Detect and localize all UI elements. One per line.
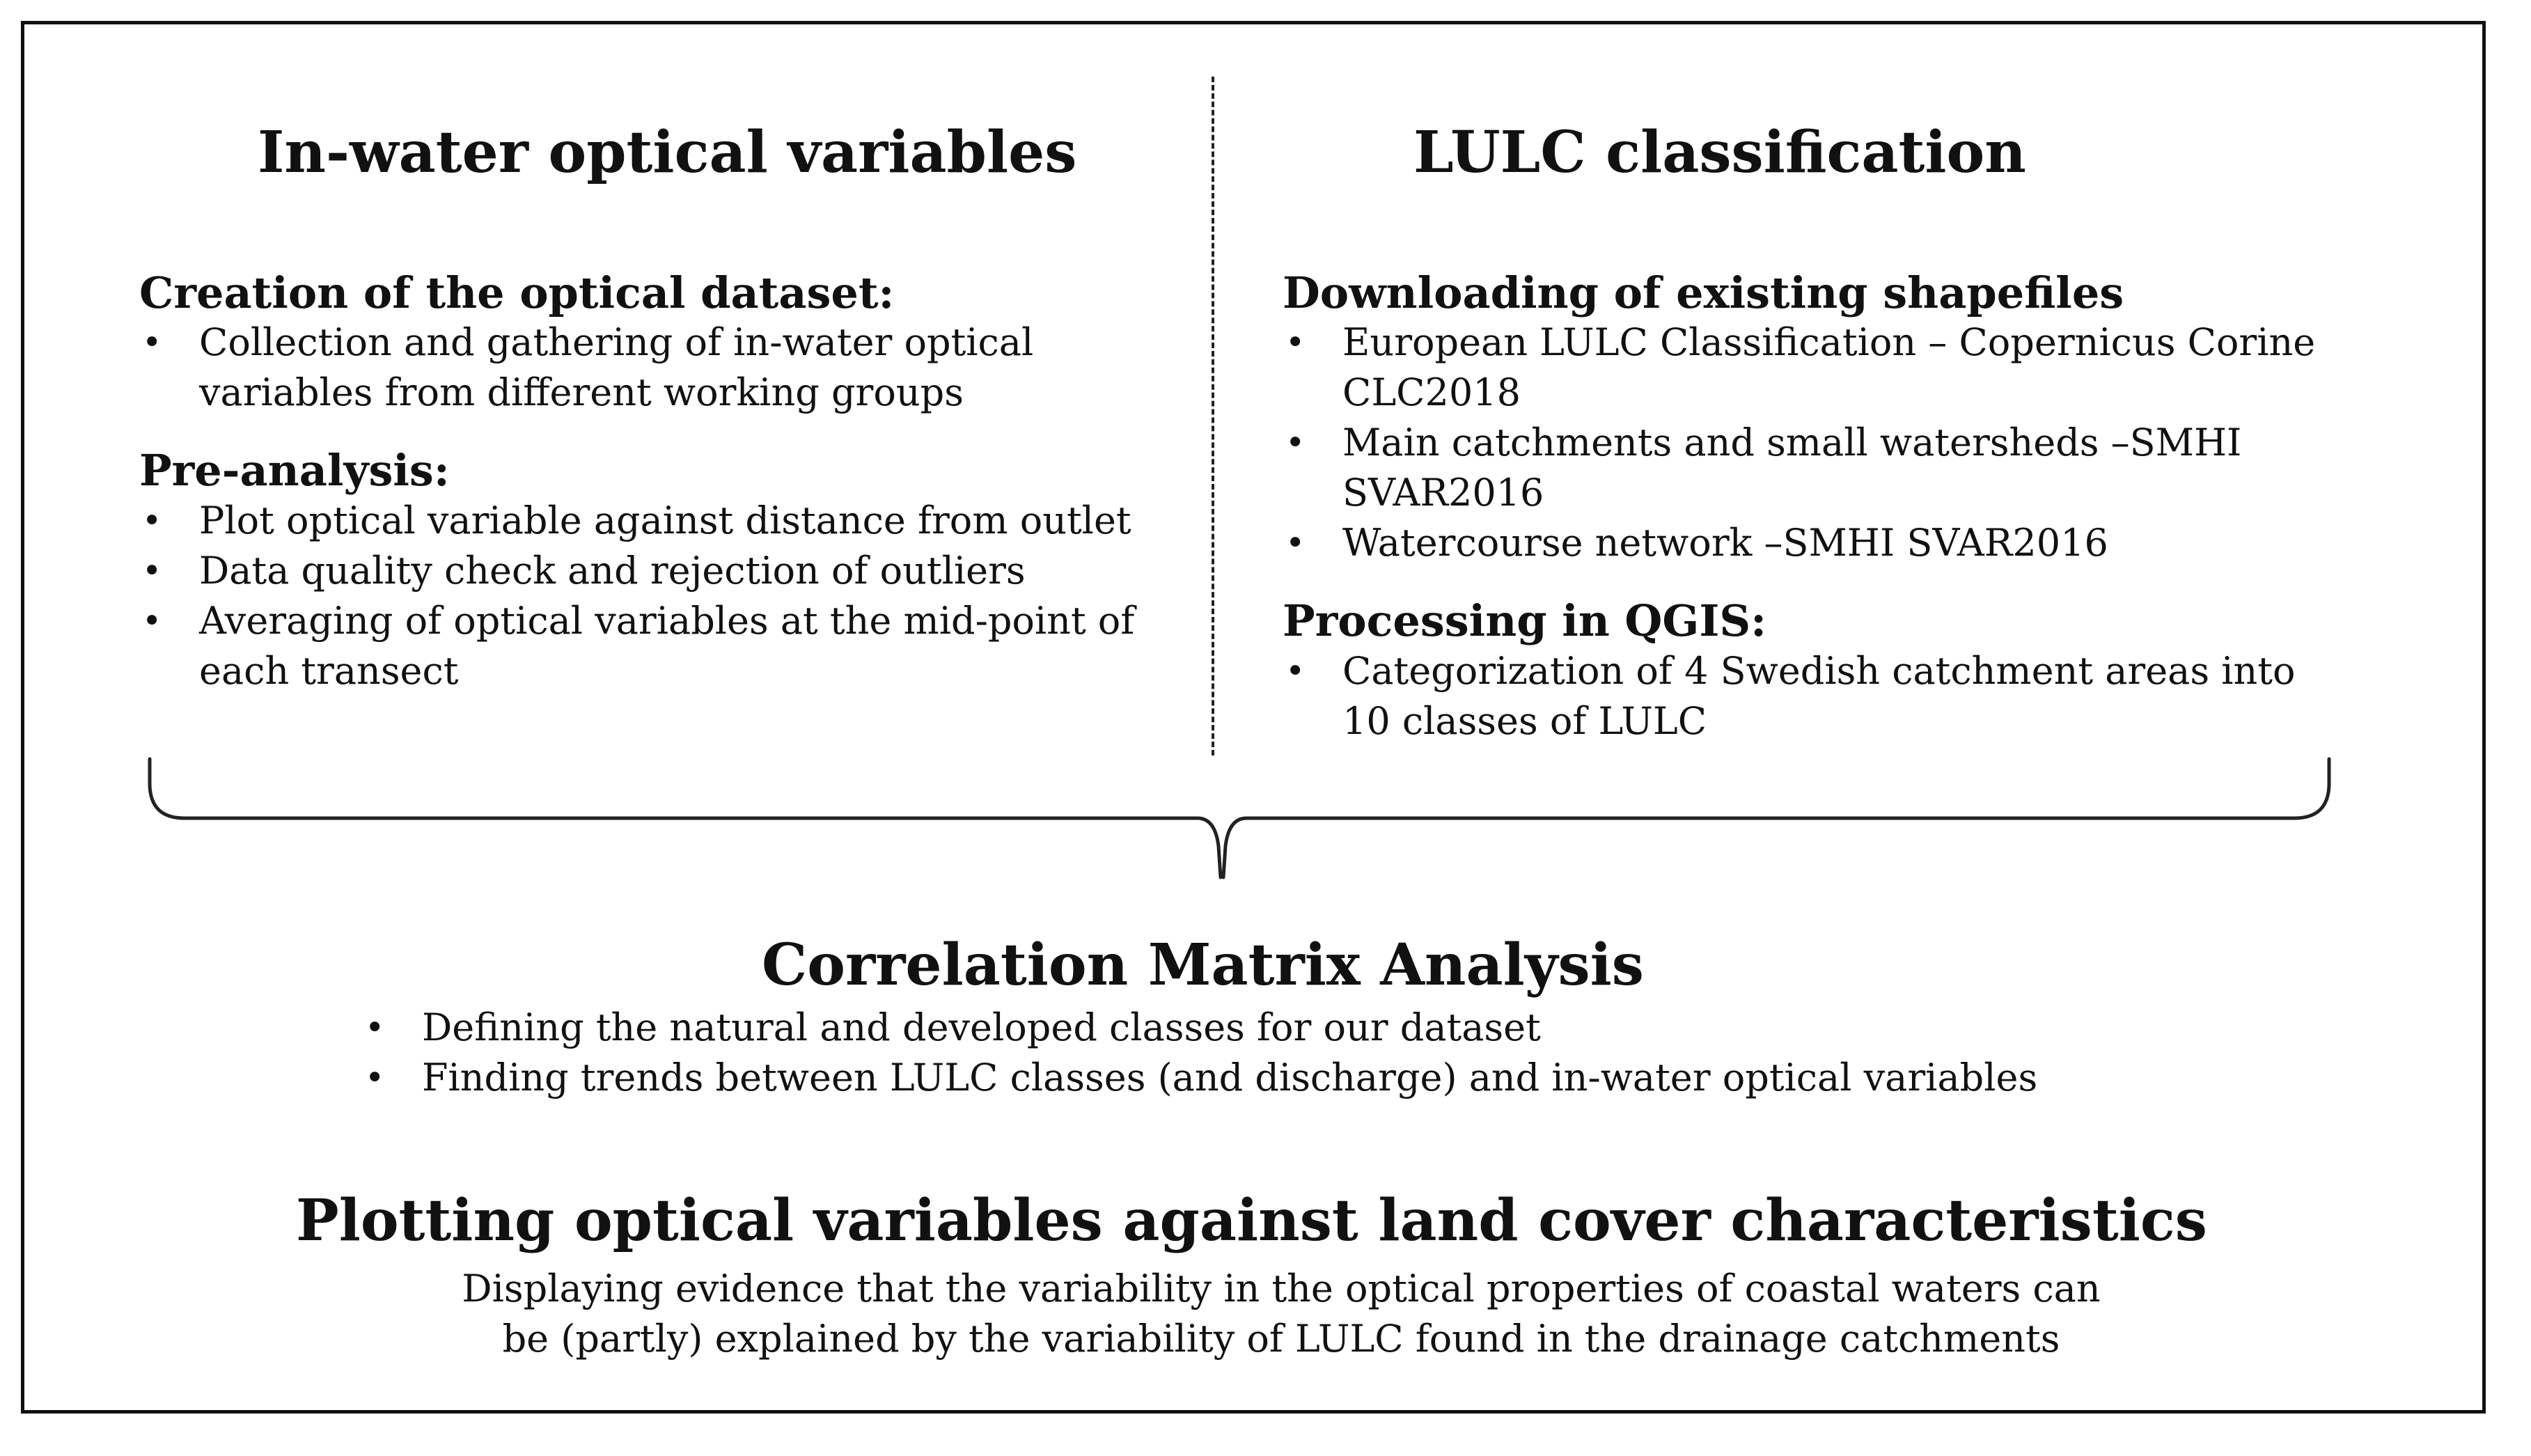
right-section-body xyxy=(1283,268,2341,774)
bullet-list xyxy=(1283,646,2341,746)
right-group-heading: Downloading of existing shapefiles xyxy=(1283,267,2124,318)
correlation-body xyxy=(362,1003,2381,1103)
list-item: • Averaging of optical variables at the mid-point of each transect xyxy=(139,596,1156,696)
list-item: • Collection and gathering of in-water optical variables from different working groups xyxy=(139,318,1156,418)
left-section-title: In-water optical variables xyxy=(258,119,1077,186)
list-item: • Watercourse network –SMHI SVAR2016 xyxy=(1283,518,2341,568)
correlation-title: Correlation Matrix Analysis xyxy=(762,932,1644,999)
list-item: • Main catchments and small watersheds –SMHI SVAR2016 xyxy=(1283,418,2341,518)
column-divider xyxy=(1212,77,1214,756)
bullet-list xyxy=(139,496,1156,696)
list-item: • Plot optical variable against distance from outlet xyxy=(139,496,1156,546)
list-item: • European LULC Classification – Copernicus Corine CLC2018 xyxy=(1283,318,2341,418)
bullet-list xyxy=(1283,318,2341,568)
plotting-description: Displaying evidence that the variability in the optical properties of coastal waters can be (partly) explained by the variability of LULC found in the drainage catchments xyxy=(462,1267,2101,1361)
bullet-list xyxy=(362,1003,2381,1103)
right-group-qgis xyxy=(1283,596,2341,746)
bullet-list xyxy=(139,318,1156,418)
left-group-heading: Pre-analysis: xyxy=(139,445,450,496)
right-group-heading: Processing in QGIS: xyxy=(1283,595,1767,647)
left-group-dataset xyxy=(139,268,1156,418)
left-group-heading: Creation of the optical dataset: xyxy=(139,267,895,318)
right-section-title: LULC classification xyxy=(1413,119,2026,186)
merge-brace xyxy=(143,752,2343,884)
list-item: • Defining the natural and developed classes for our dataset xyxy=(362,1003,2381,1053)
left-section-body xyxy=(139,268,1156,724)
list-item: • Finding trends between LULC classes (and discharge) and in-water optical variables xyxy=(362,1053,2381,1103)
plotting-title: Plotting optical variables against land cover characteristics xyxy=(296,1187,2207,1254)
right-group-download xyxy=(1283,268,2341,568)
list-item: • Data quality check and rejection of outliers xyxy=(139,546,1156,596)
left-group-preanalysis xyxy=(139,446,1156,696)
list-item: • Categorization of 4 Swedish catchment areas into 10 classes of LULC xyxy=(1283,646,2341,746)
